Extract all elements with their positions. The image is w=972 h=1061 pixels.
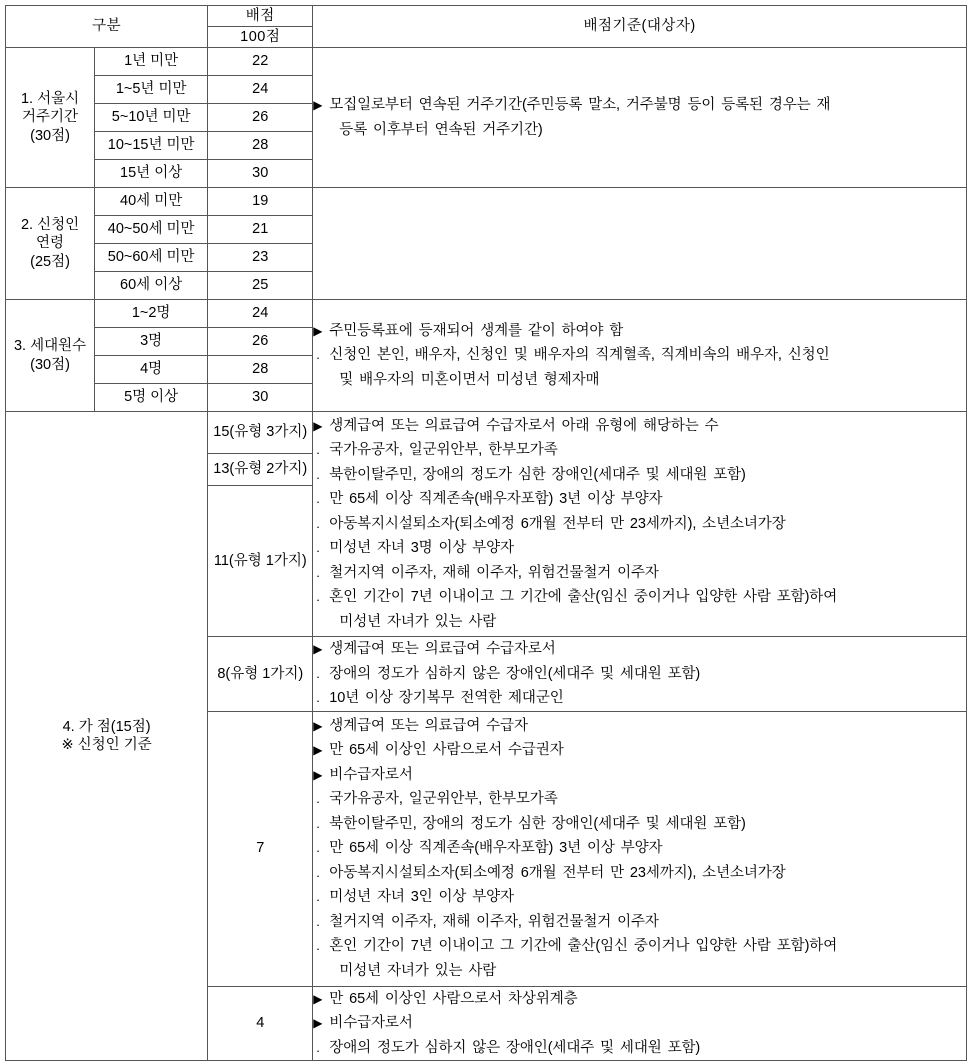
score-value: 24	[208, 300, 313, 328]
criteria-line	[313, 910, 966, 935]
criteria-text: 미성년 자녀 3인 이상 부양자	[329, 889, 514, 906]
category-label-line: 4. 가 점(15점)	[62, 718, 151, 735]
dot-bullet-icon: .	[316, 1039, 320, 1055]
criteria-text: 신청인 본인, 배우자, 신청인 및 배우자의 직계혈족, 직계비속의 배우자, 신청인	[329, 347, 830, 364]
criteria-line	[313, 610, 966, 635]
category-label-line: 3. 세대원수	[13, 338, 87, 355]
criteria-text: 혼인 기간이 7년 이내이고 그 기간에 출산(임신 중이거나 입양한 사람 포함)하여	[329, 589, 838, 606]
header-score: 배점	[208, 6, 313, 27]
triangle-bullet-icon: ▶	[313, 991, 323, 1006]
criteria-text: 아동복지시설퇴소자(퇴소예정 6개월 전부터 만 23세까지), 소년소녀가장	[329, 515, 786, 532]
score-value: 22	[208, 48, 313, 76]
category-label-residence	[6, 48, 95, 188]
criteria-line	[313, 319, 966, 344]
criteria-cell-household	[313, 300, 967, 412]
score-value: 23	[208, 244, 313, 272]
criteria-cell-residence	[313, 48, 967, 188]
table-header-row-1	[6, 6, 967, 27]
category-label-line: 연령	[36, 235, 65, 252]
criteria-line	[313, 836, 966, 861]
criteria-line	[313, 118, 966, 143]
criteria-text: 등록 이후부터 연속된 거주기간)	[339, 121, 543, 138]
criteria-line	[313, 93, 966, 118]
category-label-line: (30점)	[30, 127, 70, 144]
dot-bullet-icon: .	[316, 815, 320, 831]
score-value: 11(유형 1가지)	[208, 486, 313, 637]
subcategory-label: 4명	[95, 356, 208, 384]
dot-bullet-icon: .	[316, 913, 320, 929]
table-row	[6, 300, 967, 328]
subcategory-label: 40세 미만	[95, 188, 208, 216]
subcategory-label: 60세 이상	[95, 272, 208, 300]
score-value: 28	[208, 132, 313, 160]
score-value: 7	[208, 711, 313, 986]
criteria-line	[313, 738, 966, 763]
category-label-age	[6, 188, 95, 300]
criteria-cell-bonus-4	[313, 986, 967, 1061]
criteria-cell-bonus-7	[313, 711, 967, 986]
criteria-line	[313, 438, 966, 463]
dot-bullet-icon: .	[316, 564, 320, 580]
criteria-text: 미성년 자녀 3명 이상 부양자	[329, 540, 514, 557]
score-value: 4	[208, 986, 313, 1061]
criteria-list	[313, 987, 966, 1061]
criteria-cell-bonus-15-13-11	[313, 412, 967, 637]
criteria-line	[313, 1036, 966, 1061]
criteria-line	[313, 934, 966, 959]
criteria-text: 만 65세 이상 직계존속(배우자포함) 3년 이상 부양자	[329, 840, 663, 857]
criteria-text: 북한이탈주민, 장애의 정도가 심한 장애인(세대주 및 세대원 포함)	[329, 815, 746, 832]
subcategory-label: 40~50세 미만	[95, 216, 208, 244]
subcategory-label: 15년 이상	[95, 160, 208, 188]
criteria-list	[313, 414, 966, 635]
criteria-text: 미성년 자녀가 있는 사람	[339, 962, 497, 979]
scoring-criteria-table	[5, 5, 967, 1061]
criteria-text: 장애의 정도가 심하지 않은 장애인(세대주 및 세대원 포함)	[329, 665, 701, 682]
category-label-line: ※ 신청인 기준	[61, 737, 152, 753]
table-row	[6, 412, 967, 454]
criteria-line	[313, 714, 966, 739]
score-value: 26	[208, 328, 313, 356]
criteria-line	[313, 414, 966, 439]
subcategory-label: 5명 이상	[95, 384, 208, 412]
criteria-text: 모집일로부터 연속된 거주기간(주민등록 말소, 거주불명 등이 등록된 경우는 재	[329, 97, 831, 113]
header-category: 구분	[6, 6, 208, 48]
dot-bullet-icon: .	[316, 442, 320, 458]
criteria-line	[313, 662, 966, 687]
criteria-text: 10년 이상 장기복무 전역한 제대군인	[329, 690, 564, 706]
criteria-line	[313, 637, 966, 662]
dot-bullet-icon: .	[316, 540, 320, 556]
criteria-list	[313, 714, 966, 984]
category-label-household	[6, 300, 95, 412]
criteria-text: 및 배우자의 미혼이면서 미성년 형제자매	[339, 371, 600, 388]
criteria-list	[313, 319, 966, 393]
dot-bullet-icon: .	[316, 466, 320, 482]
category-label-line: 거주기간	[22, 109, 79, 126]
dot-bullet-icon: .	[316, 889, 320, 905]
criteria-text: 철거지역 이주자, 재해 이주자, 위험건물철거 이주자	[329, 913, 659, 930]
triangle-bullet-icon: ▶	[313, 98, 323, 112]
score-value: 30	[208, 160, 313, 188]
category-label-line: 1. 서울시	[20, 91, 80, 108]
triangle-bullet-icon: ▶	[313, 743, 323, 758]
score-value: 21	[208, 216, 313, 244]
category-label-bonus	[6, 412, 208, 1061]
score-value: 30	[208, 384, 313, 412]
header-criteria: 배점기준(대상자)	[313, 6, 967, 48]
score-value: 19	[208, 188, 313, 216]
criteria-text: 생계급여 또는 의료급여 수급자	[329, 717, 528, 734]
triangle-bullet-icon: ▶	[313, 718, 323, 733]
dot-bullet-icon: .	[316, 791, 320, 807]
criteria-line	[313, 686, 966, 711]
category-label-line: (30점)	[30, 356, 70, 373]
criteria-text: 만 65세 이상인 사람으로서 차상위계층	[329, 990, 578, 1007]
criteria-text: 철거지역 이주자, 재해 이주자, 위험건물철거 이주자	[329, 564, 659, 581]
criteria-text: 만 65세 이상인 사람으로서 수급권자	[329, 742, 564, 759]
criteria-line	[313, 885, 966, 910]
criteria-text: 장애의 정도가 심하지 않은 장애인(세대주 및 세대원 포함)	[329, 1039, 701, 1056]
criteria-text: 비수급자로서	[329, 766, 413, 783]
triangle-bullet-icon: ▶	[313, 642, 323, 656]
category-label-line: (25점)	[30, 253, 70, 270]
score-value: 28	[208, 356, 313, 384]
criteria-text: 비수급자로서	[329, 1015, 413, 1031]
criteria-line	[313, 463, 966, 488]
criteria-cell-age	[313, 188, 967, 300]
criteria-list	[313, 93, 966, 142]
triangle-bullet-icon: ▶	[313, 323, 323, 338]
score-value: 26	[208, 104, 313, 132]
criteria-text: 혼인 기간이 7년 이내이고 그 기간에 출산(임신 중이거나 입양한 사람 포함)하여	[329, 938, 838, 955]
dot-bullet-icon: .	[316, 840, 320, 856]
subcategory-label: 50~60세 미만	[95, 244, 208, 272]
dot-bullet-icon: .	[316, 491, 320, 507]
criteria-line	[313, 561, 966, 586]
criteria-line	[313, 763, 966, 788]
table-row	[6, 48, 967, 76]
criteria-text: 만 65세 이상 직계존속(배우자포함) 3년 이상 부양자	[329, 491, 663, 508]
criteria-text: 국가유공자, 일군위안부, 한부모가족	[329, 442, 558, 459]
criteria-line	[313, 512, 966, 537]
subcategory-label: 10~15년 미만	[95, 132, 208, 160]
criteria-text: 북한이탈주민, 장애의 정도가 심한 장애인(세대주 및 세대원 포함)	[329, 466, 746, 483]
score-value: 8(유형 1가지)	[208, 637, 313, 712]
table-row	[6, 188, 967, 216]
criteria-line	[313, 987, 966, 1012]
header-score-total: 100점	[208, 27, 313, 48]
score-value: 15(유형 3가지)	[208, 412, 313, 454]
dot-bullet-icon: .	[316, 589, 320, 605]
subcategory-label: 5~10년 미만	[95, 104, 208, 132]
criteria-line	[313, 487, 966, 512]
score-value: 13(유형 2가지)	[208, 454, 313, 486]
criteria-line	[313, 959, 966, 984]
criteria-text: 아동복지시설퇴소자(퇴소예정 6개월 전부터 만 23세까지), 소년소녀가장	[329, 864, 786, 881]
dot-bullet-icon: .	[316, 864, 320, 880]
subcategory-label: 3명	[95, 328, 208, 356]
subcategory-label: 1~5년 미만	[95, 76, 208, 104]
criteria-text: 국가유공자, 일군위안부, 한부모가족	[329, 791, 558, 808]
criteria-line	[313, 343, 966, 368]
triangle-bullet-icon: ▶	[313, 767, 323, 782]
criteria-line	[313, 368, 966, 393]
document-page	[0, 5, 972, 1056]
criteria-text: 미성년 자녀가 있는 사람	[339, 613, 497, 630]
criteria-line	[313, 812, 966, 837]
criteria-line	[313, 861, 966, 886]
dot-bullet-icon: .	[316, 690, 320, 705]
criteria-cell-bonus-8	[313, 637, 967, 712]
score-value: 25	[208, 272, 313, 300]
criteria-line	[313, 787, 966, 812]
category-label-line: 2. 신청인	[20, 217, 80, 234]
dot-bullet-icon: .	[316, 938, 320, 954]
criteria-text: 생계급여 또는 의료급여 수급자로서	[329, 641, 556, 657]
score-value: 24	[208, 76, 313, 104]
dot-bullet-icon: .	[316, 515, 320, 531]
dot-bullet-icon: .	[316, 347, 320, 363]
criteria-line	[313, 585, 966, 610]
criteria-text: 생계급여 또는 의료급여 수급자로서 아래 유형에 해당하는 수	[329, 417, 719, 434]
triangle-bullet-icon: ▶	[313, 1016, 323, 1030]
dot-bullet-icon: .	[316, 665, 320, 681]
subcategory-label: 1~2명	[95, 300, 208, 328]
triangle-bullet-icon: ▶	[313, 418, 323, 433]
criteria-line	[313, 1011, 966, 1036]
subcategory-label: 1년 미만	[95, 48, 208, 76]
criteria-line	[313, 536, 966, 561]
criteria-text: 주민등록표에 등재되어 생계를 같이 하여야 함	[329, 322, 624, 339]
criteria-list	[313, 637, 966, 711]
